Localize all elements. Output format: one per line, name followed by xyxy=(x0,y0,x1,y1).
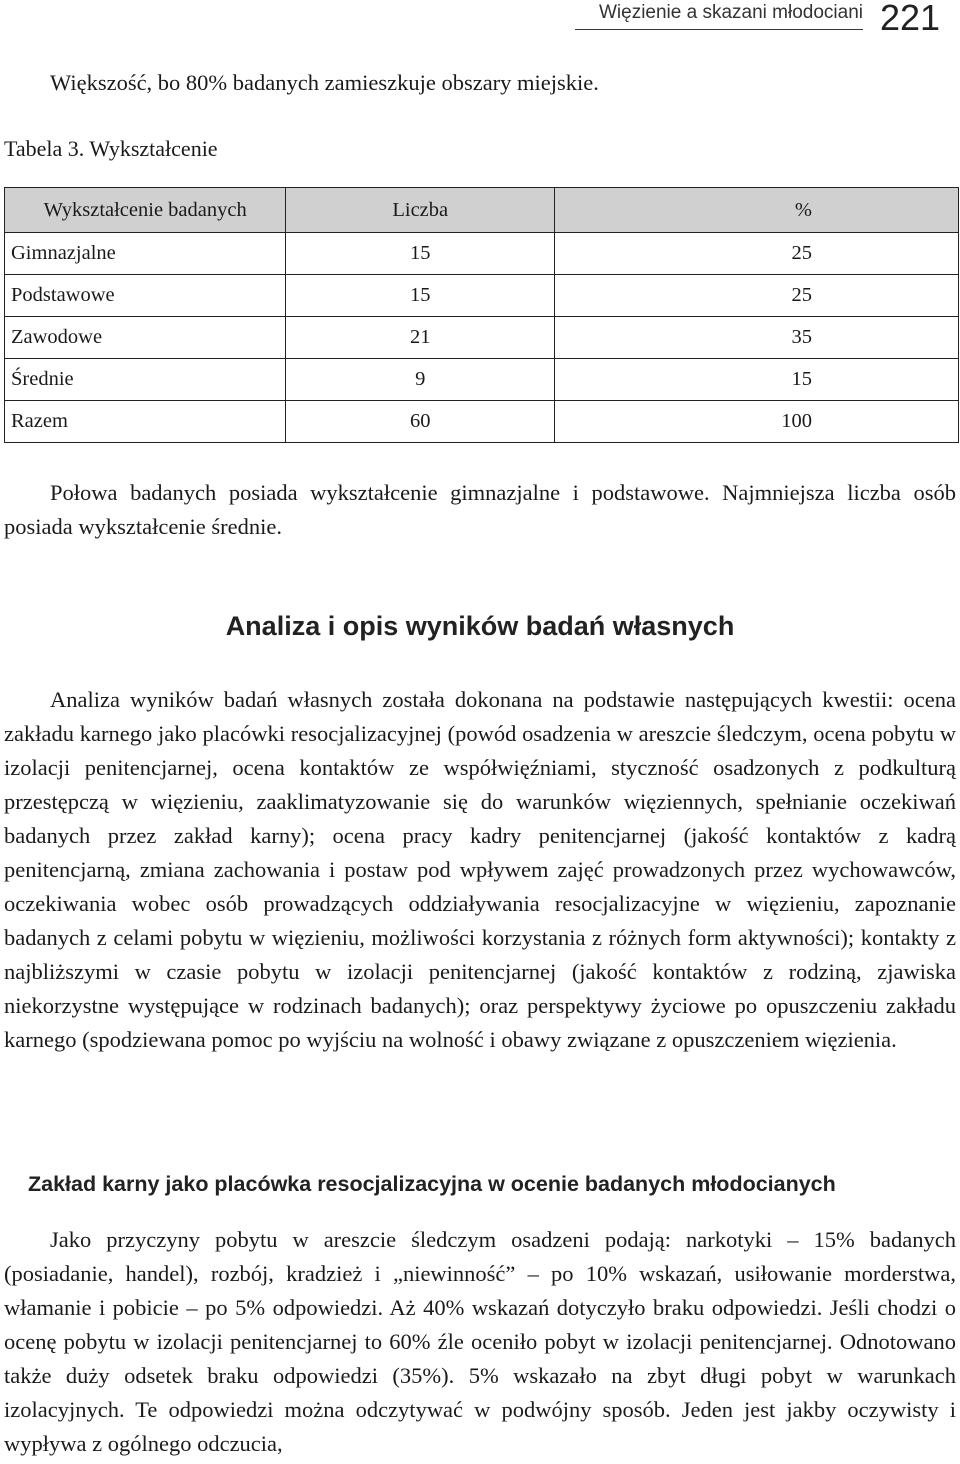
table-row xyxy=(5,275,959,317)
cell-count: 60 xyxy=(286,401,555,443)
cell-percent: 15 xyxy=(555,359,959,401)
page-number: 221 xyxy=(880,0,941,38)
table-row xyxy=(5,233,959,275)
column-header-education: Wykształcenie badanych xyxy=(5,188,286,233)
column-header-count: Liczba xyxy=(286,188,555,233)
cell-count: 21 xyxy=(286,317,555,359)
section-paragraph: Analiza wyników badań własnych została dokonana na podstawie następujących kwestii: ocena zakładu karnego jako placówki resocjalizacyjnej (powód osadzenia w areszcie śledczym, ocena pobytu w izolacji penitencjarnej, ocena kontaktów ze współwięźniami, styczność osadzonych z podkulturą przestępczą w więzieniu, zaaklimatyzowanie się do warunków więziennych, spełnianie oczekiwań badanych przez zakład karny); ocena pracy kadry penitencjarnej (jakość kontaktów z kadrą penitencjarną, zmiana zachowania i postaw pod wpływem zajęć prowadzonych przez wychowawców, oczekiwania wobec osób prowadzących oddziaływania resocjalizacyjne w więzieniu, zapoznanie badanych z celami pobytu w więzieniu, możliwości korzystania z różnych form aktywności); kontakty z najbliższymi w czasie pobytu w izolacji penitencjarnej (jakość kontaktów z rodziną, zjawiska niekorzystne występujące w rodzinach badanych); oraz perspektywy życiowe po opuszczeniu zakładu karnego (spodziewana pomoc po wyjściu na wolność i obawy związane z opuszczeniem więzienia. xyxy=(4,687,956,1052)
header-rule xyxy=(575,29,863,30)
table-summary-paragraph: Połowa badanych posiada wykształcenie gimnazjalne i podstawowe. Najmniejsza liczba osób posiada wykształcenie średnie. xyxy=(4,480,956,539)
table-row xyxy=(5,317,959,359)
cell-percent: 25 xyxy=(555,275,959,317)
cell-education: Razem xyxy=(5,401,286,443)
table-header-row xyxy=(5,188,959,233)
cell-percent: 35 xyxy=(555,317,959,359)
cell-education: Podstawowe xyxy=(5,275,286,317)
cell-education: Zawodowe xyxy=(5,317,286,359)
intro-paragraph: Większość, bo 80% badanych zamieszkuje obszary miejskie. xyxy=(50,70,599,95)
subsection-heading: Zakład karny jako placówka resocjalizacyjna w ocenie badanych młodocianych xyxy=(28,1172,836,1196)
cell-percent: 100 xyxy=(555,401,959,443)
running-title: Więzienie a skazani młodociani xyxy=(598,2,863,23)
cell-percent: 25 xyxy=(555,233,959,275)
subsection-paragraph: Jako przyczyny pobytu w areszcie śledczym osadzeni podają: narkotyki – 15% badanych (posiadanie, handel), rozbój, kradzież i „niewinność” – po 10% wskazań, usiłowanie morderstwa, włamanie i pobicie – po 5% odpowiedzi. Aż 40% wskazań dotyczyło braku odpowiedzi. Jeśli chodzi o ocenę pobytu w izolacji penitencjarnej to 60% źle oceniło pobyt w izolacji penitencjarnej. Odnotowano także duży odsetek braku odpowiedzi (35%). 5% wskazało na zbyt długi pobyt w warunkach izolacyjnych. Te odpowiedzi można odczytywać w podwójny sposób. Jeden jest jakby oczywisty i wypływa z ogólnego odczucia, xyxy=(4,1227,956,1456)
cell-education: Gimnazjalne xyxy=(5,233,286,275)
table-row-total xyxy=(5,401,959,443)
table-row xyxy=(5,359,959,401)
cell-education: Średnie xyxy=(5,359,286,401)
table-caption: Tabela 3. Wykształcenie xyxy=(4,136,218,161)
cell-count: 15 xyxy=(286,275,555,317)
cell-count: 9 xyxy=(286,359,555,401)
education-table xyxy=(4,187,959,443)
column-header-percent: % xyxy=(555,188,959,233)
section-heading: Analiza i opis wyników badań własnych xyxy=(225,611,735,641)
cell-count: 15 xyxy=(286,233,555,275)
